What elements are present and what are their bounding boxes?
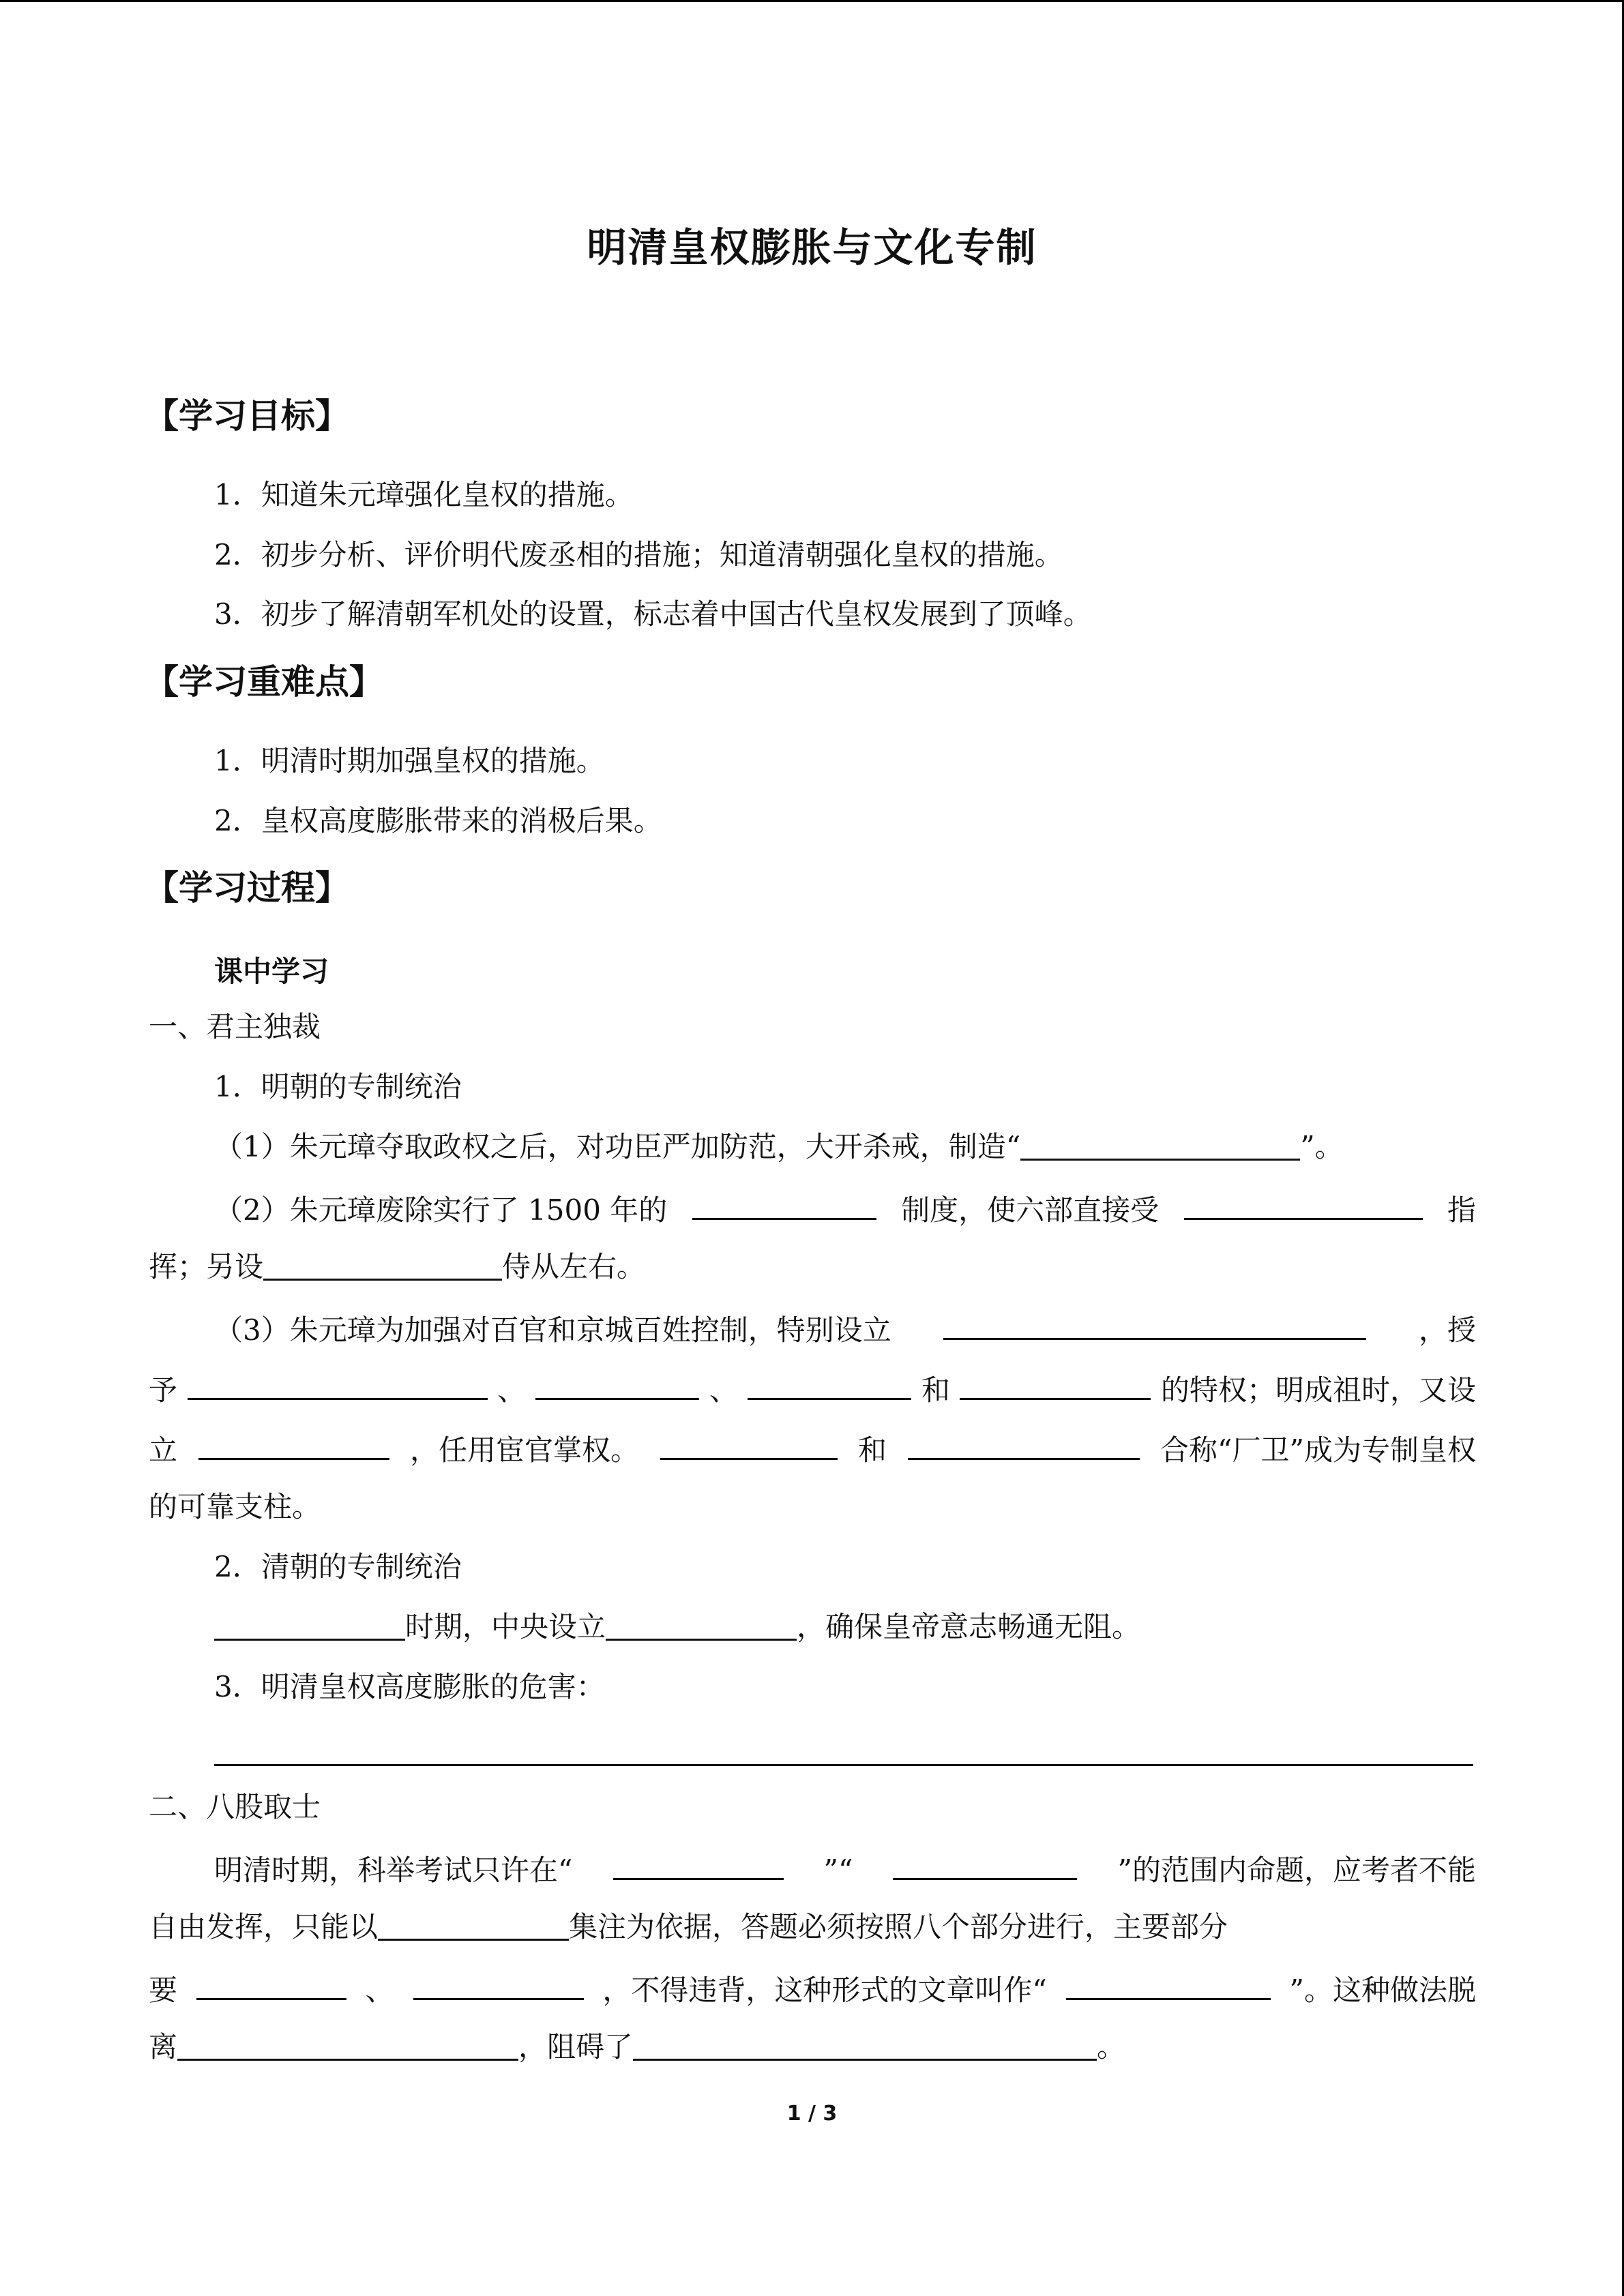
- text-fragment: 明清时期，科举考试只许在“: [214, 1853, 573, 1887]
- p1-1-c4-line: 的可靠支柱。: [149, 1490, 321, 1523]
- p1-1-c-line: [214, 1308, 1476, 1350]
- goal-item: 3．初步了解清朝军机处的设置，标志着中国古代皇权发展到了顶峰。: [214, 597, 1092, 631]
- p2-b-line: [149, 1908, 1228, 1946]
- text-fragment: 指: [1447, 1193, 1476, 1227]
- text-fragment: 、: [365, 1973, 394, 2007]
- blank-field[interactable]: [198, 1428, 389, 1460]
- page-border-top: [0, 0, 1624, 2]
- blank-field[interactable]: [613, 1848, 784, 1880]
- text-fragment: 合称“厂卫”成为专制皇权: [1160, 1433, 1476, 1467]
- part1-title: 一、君主独裁: [149, 1010, 321, 1043]
- p1-2-a-line: [214, 1608, 1140, 1646]
- text-fragment: 立: [149, 1433, 178, 1467]
- section-process-heading: 【学习过程】: [145, 868, 349, 908]
- text-fragment: 的特权；明成祖时，又设: [1160, 1373, 1476, 1407]
- text-fragment: （1）朱元璋夺取政权之后，对功臣严加防范，大开杀戒，制造“: [214, 1130, 1021, 1163]
- p2-a-line: [214, 1848, 1476, 1890]
- blank-field[interactable]: [660, 1428, 838, 1460]
- p2-d-line: [149, 2028, 1125, 2066]
- blank-field[interactable]: [692, 1188, 876, 1220]
- text-fragment: ，不得违背，这种形式的文章叫作“: [602, 1973, 1047, 2007]
- blank-field[interactable]: [1066, 1968, 1271, 2000]
- text-fragment: 集注为依据，答题必须按照八个部分进行，主要部分: [569, 1910, 1228, 1943]
- page-title: 明清皇权膨胀与文化专制: [587, 224, 1037, 271]
- text-fragment: 予: [149, 1373, 178, 1407]
- text-fragment: （2）朱元璋废除实行了 1500 年的: [214, 1193, 668, 1227]
- blank-field[interactable]: [633, 2029, 1097, 2061]
- text-fragment: ，阻碍了: [518, 2030, 634, 2063]
- section-goals-heading: 【学习目标】: [145, 396, 349, 436]
- text-fragment: 、: [709, 1373, 738, 1407]
- blank-field[interactable]: [177, 2029, 518, 2061]
- text-fragment: 侍从左右。: [502, 1250, 646, 1283]
- blank-field[interactable]: [378, 1909, 569, 1941]
- blank-field[interactable]: [1184, 1188, 1423, 1220]
- sub-title: 课中学习: [214, 955, 329, 988]
- page-number: 1 / 3: [786, 2102, 838, 2126]
- text-fragment: 要: [149, 1973, 178, 2007]
- p1-1-c2-line: [149, 1368, 1476, 1410]
- text-fragment: ”“: [823, 1853, 853, 1887]
- blank-field[interactable]: [893, 1848, 1077, 1880]
- blank-field[interactable]: [943, 1308, 1366, 1340]
- text-fragment: 制度，使六部直接受: [901, 1193, 1160, 1227]
- key-point-item: 1．明清时期加强皇权的措施。: [214, 744, 605, 777]
- blank-field[interactable]: [535, 1368, 699, 1400]
- text-fragment: ”的范围内命题，应考者不能: [1117, 1853, 1476, 1887]
- text-fragment: 、: [497, 1373, 526, 1407]
- text-fragment: ，任用宦官掌权。: [410, 1433, 640, 1467]
- key-point-item: 2．皇权高度膨胀带来的消极后果。: [214, 804, 662, 837]
- blank-field[interactable]: [748, 1368, 911, 1400]
- blank-field[interactable]: [1020, 1129, 1300, 1161]
- p1-1-b-line: [214, 1188, 1476, 1229]
- text-fragment: 自由发挥，只能以: [149, 1910, 379, 1943]
- goal-item: 1．知道朱元璋强化皇权的措施。: [214, 478, 634, 511]
- blank-field[interactable]: [960, 1368, 1151, 1400]
- text-fragment: 和: [921, 1373, 950, 1407]
- goal-item: 2．初步分析、评价明代废丞相的措施；知道清朝强化皇权的措施。: [214, 538, 1063, 571]
- text-fragment: （3）朱元璋为加强对百官和京城百姓控制，特别设立: [214, 1313, 891, 1347]
- blank-field[interactable]: [606, 1609, 797, 1641]
- blank-field[interactable]: [214, 1609, 405, 1641]
- text-fragment: ”。: [1300, 1130, 1344, 1163]
- text-fragment: 挥；另设: [149, 1250, 264, 1283]
- text-fragment: ，授: [1418, 1313, 1476, 1347]
- text-fragment: ”。这种做法脱: [1289, 1973, 1476, 2007]
- blank-field[interactable]: [196, 1968, 346, 2000]
- p1-1-c3-line: [149, 1428, 1476, 1470]
- text-fragment: 时期，中央设立: [405, 1610, 606, 1643]
- p2-c-line: [149, 1968, 1476, 2010]
- blank-field[interactable]: [188, 1368, 488, 1400]
- text-fragment: 离: [149, 2030, 178, 2063]
- p1-1-a-line: [214, 1128, 1344, 1166]
- section-key-points-heading: 【学习重难点】: [145, 662, 383, 702]
- p1-1-b2-line: [149, 1248, 645, 1286]
- text-fragment: 和: [858, 1433, 887, 1467]
- part2-title: 二、八股取士: [149, 1790, 321, 1823]
- p1-3-title: 3．明清皇权高度膨胀的危害：: [214, 1670, 605, 1703]
- p1-2-title: 2．清朝的专制统治: [214, 1550, 462, 1583]
- answer-line[interactable]: [214, 1764, 1473, 1766]
- text-fragment: 。: [1097, 2030, 1126, 2063]
- blank-field[interactable]: [413, 1968, 584, 2000]
- blank-field[interactable]: [908, 1428, 1140, 1460]
- blank-field[interactable]: [263, 1249, 502, 1281]
- text-fragment: ，确保皇帝意志畅通无阻。: [797, 1610, 1141, 1643]
- p1-1-title: 1．明朝的专制统治: [214, 1070, 462, 1103]
